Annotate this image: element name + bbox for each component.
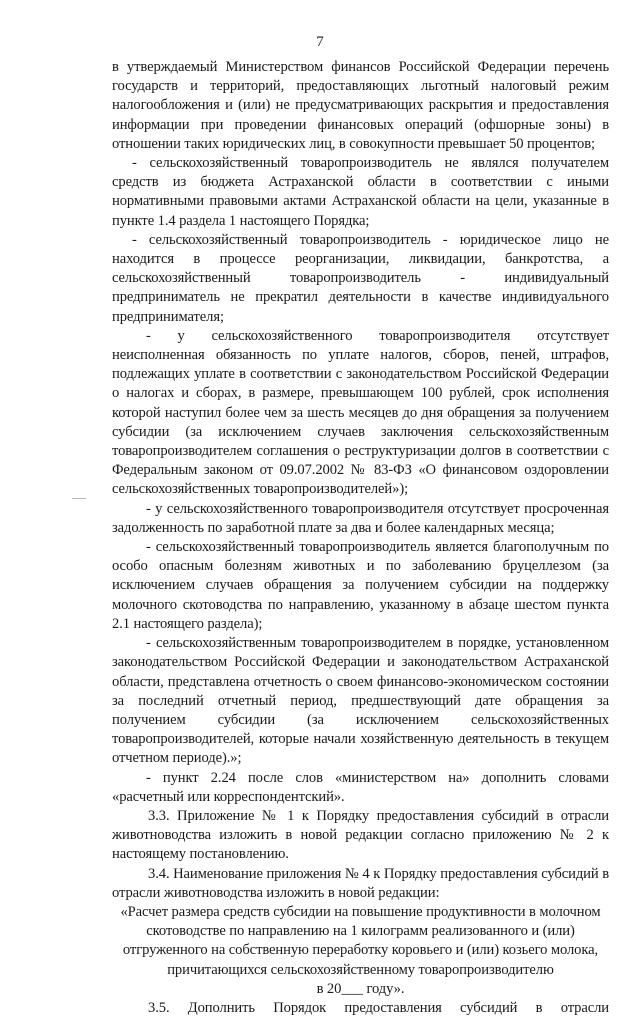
paragraph-reporting-condition: - сельскохозяйственным товаропроизводителем в порядке, установленном законодательством Российской Федерации и законодательством Астраханской области, представлена отчетность о своем финансово-экономическом состоянии за последний отчетный период, предшествующий дате обращения за получением субсидии (за исключением сельскохозяйственных товаропроизводителей, которые начали хозяйственную деятельность в текущем отчетном периоде).»; bbox=[112, 635, 609, 767]
paragraph-clause-3-4: 3.4. Наименование приложения № 4 к Порядку предоставления субсидий в отрасли животноводства изложить в новой редакции: bbox=[112, 865, 609, 901]
paragraph-reorganization-condition: - сельскохозяйственный товаропроизводитель - юридическое лицо не находится в процессе реорганизации, ликвидации, банкротства, а сельскохозяйственный товаропроизводитель - индивидуальный предприниматель не прекратил деятельности в качестве индивидуального предпринимателя; bbox=[112, 231, 609, 325]
appendix-title-quote: «Расчет размера средств субсидии на повышение продуктивности в молочном скотоводстве по направлению на 1 килограмм реализованного и (или) отгруженного на собственную переработку коровьего и (или) козьего молока, причитающихся сельскохозяйственному товаропроизводителю bbox=[120, 903, 601, 978]
document-body bbox=[112, 58, 609, 1018]
page-number: 7 bbox=[316, 34, 324, 50]
margin-scan-mark bbox=[72, 498, 86, 499]
appendix-title-year: в 20___ году». bbox=[316, 980, 405, 997]
paragraph-clause-3-5: 3.5. Дополнить Порядок предоставления субсидий в отрасли bbox=[148, 999, 609, 1016]
paragraph-animal-disease-condition: - сельскохозяйственный товаропроизводитель является благополучным по особо опасным болезням животных и по заболеванию бруцеллезом (за исключением случаев обращения за получением субсидии на поддержку молочного скотоводства по направлению, указанному в абзаце шестом пункта 2.1 настоящего раздела); bbox=[112, 539, 609, 632]
paragraph-clause-3-3: 3.3. Приложение № 1 к Порядку предоставления субсидий в отрасли животноводства изложить в новой редакции согласно приложению № 2 к настоящему постановлению. bbox=[112, 807, 609, 863]
paragraph-tax-debt-condition: - у сельскохозяйственного товаропроизводителя отсутствует неисполненная обязанность по уплате налогов, сборов, пеней, штрафов, подлежащих уплате в соответствии с законодательством Российской Федерации о налогах и сборах, в размере, превышающем 100 рублей, срок исполнения которой наступил более чем за шесть месяцев до дня обращения за получением субсидии (за исключением случаев заключения сельскохозяйственным товаропроизводителем соглашения о реструктуризации долгов в соответствии с Федеральным законом от 09.07.2002 № 83-ФЗ «О финансовом оздоровлении сельскохозяйственных товаропроизводителей»); bbox=[112, 327, 609, 498]
paragraph-budget-condition: - сельскохозяйственный товаропроизводитель не являлся получателем средств из бюджета Астраханской области в соответствии с иными нормативными правовыми актами Астраханской области на цели, указанные в пункте 1.4 раздела 1 настоящего Порядка; bbox=[112, 155, 609, 229]
paragraph-clause-2-24: - пункт 2.24 после слов «министерством на» дополнить словами «расчетный или корреспондентский». bbox=[112, 769, 609, 805]
paragraph-continuation: в утверждаемый Министерством финансов Российской Федерации перечень государств и территорий, предоставляющих льготный налоговый режим налогообложения и (или) не предусматривающих раскрытия и предоставления информации при проведении финансовых операций (офшорные зоны) в отношении таких юридических лиц, в совокупности превышает 50 процентов; bbox=[112, 59, 609, 152]
paragraph-salary-debt-condition: - у сельскохозяйственного товаропроизводителя отсутствует просроченная задолженность по заработной плате за два и более календарных месяца; bbox=[112, 500, 609, 536]
